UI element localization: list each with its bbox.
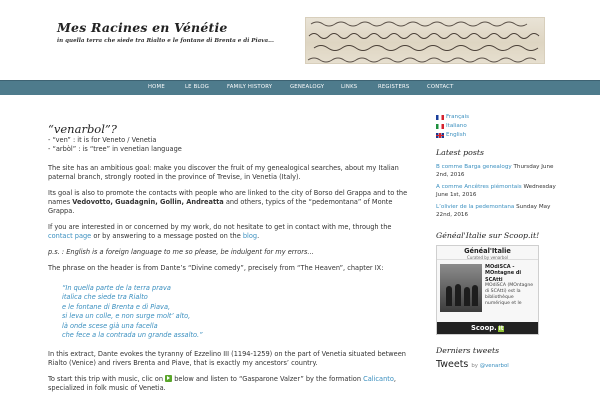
sidebar (436, 113, 556, 370)
latest-post-item (436, 163, 556, 180)
language-label: Français (446, 114, 470, 121)
quote-line: si leva un colle, e non surge molt’ alto, (62, 312, 191, 321)
scoopit-thumbnail[interactable] (440, 264, 482, 312)
header-manuscript-image (305, 17, 545, 64)
main-navigation (0, 80, 600, 95)
nav-links[interactable]: LINKS (341, 84, 358, 90)
tweets-by-label: by (471, 362, 480, 369)
quote-line: italica che siede tra Rialto (62, 293, 148, 302)
music-text-end: , specialized in folk music of Venetia. (48, 375, 396, 393)
definition-ven: - “ven” : it is for Veneto / Venetia (48, 136, 157, 144)
nav-le-blog[interactable]: LE BLOG (185, 84, 210, 90)
main-content (48, 120, 416, 400)
goal-text-end: and others, typics of the “pedemontana” of Monte Grappa. (48, 198, 393, 215)
scoopit-footer (437, 322, 538, 334)
contact-text-end: . (257, 232, 260, 240)
contact-page-link[interactable]: contact page (48, 232, 92, 240)
language-french[interactable] (436, 113, 556, 122)
scoopit-logo-it: it (498, 326, 504, 332)
latest-posts-title: Latest posts (436, 148, 485, 157)
tweets-title: Tweets (436, 358, 469, 370)
italian-flag-icon (436, 124, 444, 129)
intro-paragraph: The site has an ambitious goal: make you discover the fruit of my genealogical searches, about my Italian paternal branch, strongly rooted in the province of Trevise, in Venetia (Italy). (48, 164, 399, 181)
post-title: “venarbol”? (48, 122, 117, 136)
site-title[interactable]: Mes Racines en Vénétie (57, 20, 228, 35)
latest-post-date: Sunday May 22nd, 2016 (436, 203, 551, 218)
scoopit-item-title[interactable]: MOdiSCA - MOntagne di SCAtti (485, 264, 522, 283)
quote-line: che fece a la contrada un grande assalto.” (62, 331, 203, 340)
language-label: English (446, 132, 467, 139)
language-label: Italiano (446, 123, 467, 130)
latest-post-item (436, 183, 556, 200)
language-english[interactable] (436, 131, 556, 140)
scoopit-item-description: MOdiSCA (MOntagne di SCAtti) est la bibliothèque numérique et le (485, 282, 534, 306)
quote-line: “In quella parte de la terra prava (62, 284, 171, 292)
twitter-handle-link[interactable]: @venarbol (479, 362, 509, 369)
family-names: Vedovotto, Guadagnin, Gollin, Andreatta (72, 198, 224, 206)
blog-link[interactable]: blog (242, 232, 258, 240)
tweets-widget-title: Derniers tweets (436, 346, 500, 355)
contact-text-start: If you are interested in or concerned by my work, do not hesitate to get in contact with me, through the (48, 223, 392, 231)
language-italian[interactable] (436, 122, 556, 131)
music-paragraph (48, 375, 416, 393)
uk-flag-icon (436, 133, 444, 138)
calicanto-link[interactable]: Calicanto (363, 375, 394, 384)
dante-intro-paragraph: The phrase on the header is from Dante’s “Divine comedy”, precisely from “The Heaven”, chapter IX: (48, 264, 384, 272)
contact-paragraph (48, 223, 416, 241)
site-tagline: in quella terra che siede tra Rialto e le fontane di Brenta e di Piava... (57, 38, 274, 44)
ps-note: p.s. : English is a foreign language to me so please, be indulgent for my errors… (48, 248, 314, 256)
scoopit-curator: Curated by venarbol (467, 255, 508, 260)
dante-quote (62, 284, 416, 340)
site-header (0, 0, 600, 80)
contact-text-mid: or by answering to a message posted on the (91, 232, 243, 240)
scoopit-widget-title: Généal'Italie sur Scoop.it! (436, 230, 540, 240)
music-text-start: To start this trip with music, clic on (48, 375, 166, 384)
scoopit-item-text (485, 264, 537, 307)
scoopit-topic-title[interactable]: Généal'Italie (464, 247, 511, 255)
twitter-timeline-header (436, 358, 556, 371)
scoopit-header (437, 246, 538, 260)
scoopit-logo[interactable] (471, 324, 504, 334)
quote-line: e le fontane di Brenta e di Piava, (62, 302, 171, 311)
goal-text-start: Its goal is also to promote the contacts with people who are linked to the city of Borso del Grappa and to the names (48, 189, 408, 206)
latest-post-date: Thursday June 2nd, 2016 (436, 163, 554, 178)
french-flag-icon (436, 115, 444, 120)
tweets-by (471, 362, 508, 371)
definition-arbol: - “arbòl” : is “tree” in venetian language (48, 145, 182, 153)
ezzelino-paragraph: In this extract, Dante evokes the tyranny of Ezzelino III (1194-1259) on the part of Venetia situated between Rialto (Venice) and rivers Brenta and Piave, that is exactly my ancestors’ country. (48, 350, 406, 368)
scoopit-logo-text: Scoop. (471, 324, 497, 332)
quote-line: là onde scese già una facella (62, 321, 158, 330)
latest-post-link[interactable]: L’olivier de la pedemontana (436, 203, 515, 210)
nav-genealogy[interactable]: GENEALOGY (290, 84, 325, 90)
nav-registers[interactable]: REGISTERS (378, 84, 410, 90)
latest-post-link[interactable]: A comme Ancêtres piémontais (436, 183, 522, 190)
latest-post-date: Wednesday June 1st, 2016 (436, 183, 556, 198)
latest-post-link[interactable]: B comme Barga genealogy (436, 163, 512, 170)
play-icon[interactable] (165, 375, 172, 382)
nav-home[interactable]: HOME (148, 84, 165, 90)
nav-contact[interactable]: CONTACT (427, 84, 454, 90)
nav-family-history[interactable]: FAMILY HISTORY (227, 84, 273, 90)
scoopit-widget[interactable] (436, 245, 539, 335)
goal-paragraph (48, 189, 416, 216)
music-text-mid: below and listen to “Gasparone Valzer” by the formation (172, 375, 364, 384)
latest-post-item (436, 203, 556, 220)
